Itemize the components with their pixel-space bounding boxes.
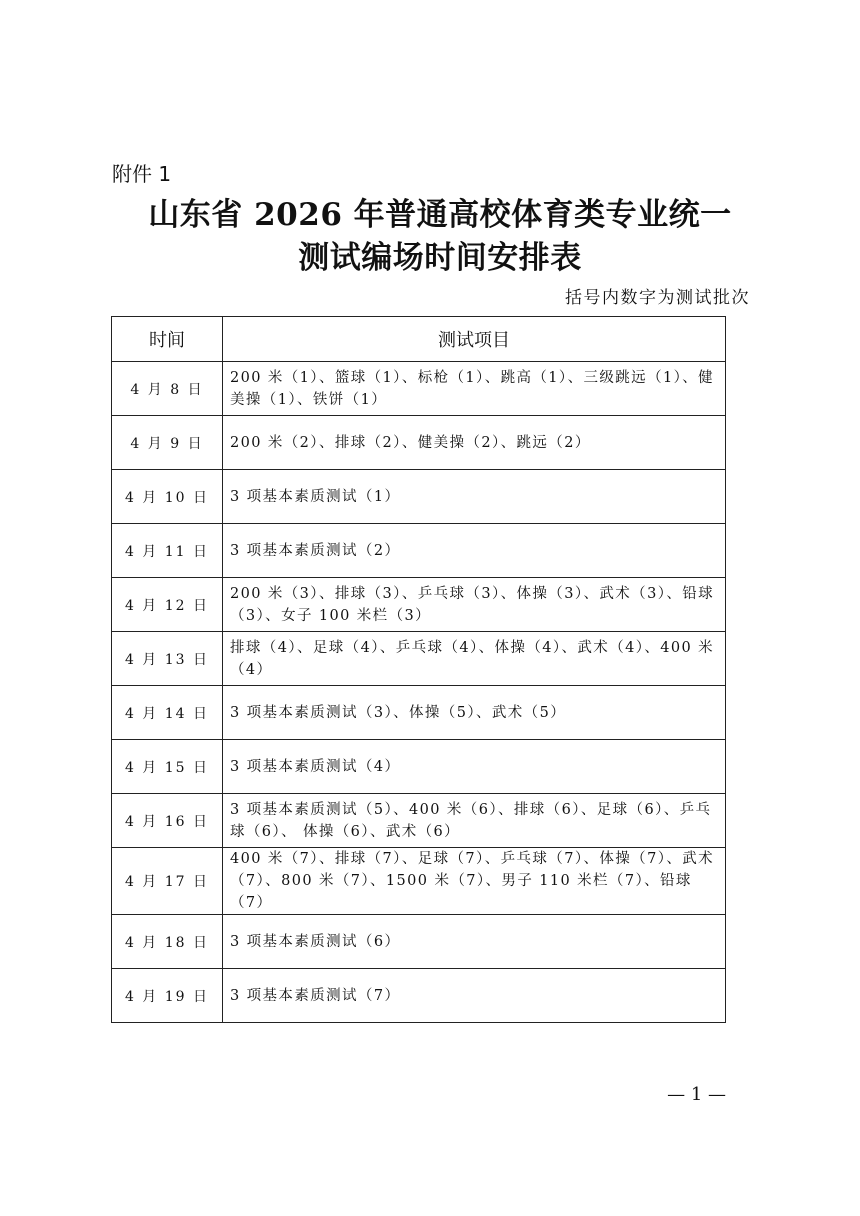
row-test-items: 3 项基本素质测试（4）	[223, 740, 726, 794]
row-date: 4 月 17 日	[112, 848, 223, 915]
attachment-label: 附件 1	[112, 162, 172, 186]
schedule-table	[111, 316, 726, 1023]
header-test-items: 测试项目	[223, 317, 726, 362]
row-test-items: 3 项基本素质测试（2）	[223, 524, 726, 578]
row-date: 4 月 10 日	[112, 470, 223, 524]
row-date: 4 月 8 日	[112, 362, 223, 416]
table-row	[112, 686, 726, 740]
row-date: 4 月 16 日	[112, 794, 223, 848]
row-test-items: 400 米（7）、排球（7）、足球（7）、乒乓球（7）、体操（7）、武术（7）、800 米（7）、1500 米（7）、男子 110 米栏（7）、铅球（7）	[223, 848, 726, 915]
table-header-row	[112, 317, 726, 362]
table-row	[112, 632, 726, 686]
table-row	[112, 416, 726, 470]
row-date: 4 月 15 日	[112, 740, 223, 794]
row-test-items: 3 项基本素质测试（5）、400 米（6）、排球（6）、足球（6）、乒乓球（6）、 体操（6）、武术（6）	[223, 794, 726, 848]
row-test-items: 3 项基本素质测试（3）、体操（5）、武术（5）	[223, 686, 726, 740]
row-test-items: 3 项基本素质测试（7）	[223, 969, 726, 1023]
row-test-items: 200 米（2）、排球（2）、健美操（2）、跳远（2）	[223, 416, 726, 470]
row-test-items: 排球（4）、足球（4）、乒乓球（4）、体操（4）、武术（4）、400 米（4）	[223, 632, 726, 686]
row-test-items: 200 米（1）、篮球（1）、标枪（1）、跳高（1）、三级跳远（1）、健美操（1）、铁饼（1）	[223, 362, 726, 416]
table-row	[112, 915, 726, 969]
row-date: 4 月 18 日	[112, 915, 223, 969]
header-time: 时间	[112, 317, 223, 362]
row-date: 4 月 19 日	[112, 969, 223, 1023]
row-date: 4 月 13 日	[112, 632, 223, 686]
row-test-items: 200 米（3）、排球（3）、乒乓球（3）、体操（3）、武术（3）、铅球（3）、女子 100 米栏（3）	[223, 578, 726, 632]
page-number: — 1 —	[667, 1084, 726, 1105]
row-date: 4 月 9 日	[112, 416, 223, 470]
document-title-line-1: 山东省 2026 年普通高校体育类专业统一	[148, 197, 732, 233]
table-row	[112, 524, 726, 578]
row-date: 4 月 14 日	[112, 686, 223, 740]
batch-note: 括号内数字为测试批次	[565, 288, 750, 308]
table-row	[112, 578, 726, 632]
table-row	[112, 740, 726, 794]
table-row	[112, 969, 726, 1023]
document-title-line-2: 测试编场时间安排表	[298, 240, 582, 276]
table-row	[112, 848, 726, 915]
row-date: 4 月 12 日	[112, 578, 223, 632]
row-date: 4 月 11 日	[112, 524, 223, 578]
row-test-items: 3 项基本素质测试（1）	[223, 470, 726, 524]
table-row	[112, 794, 726, 848]
table-row	[112, 362, 726, 416]
table-row	[112, 470, 726, 524]
row-test-items: 3 项基本素质测试（6）	[223, 915, 726, 969]
